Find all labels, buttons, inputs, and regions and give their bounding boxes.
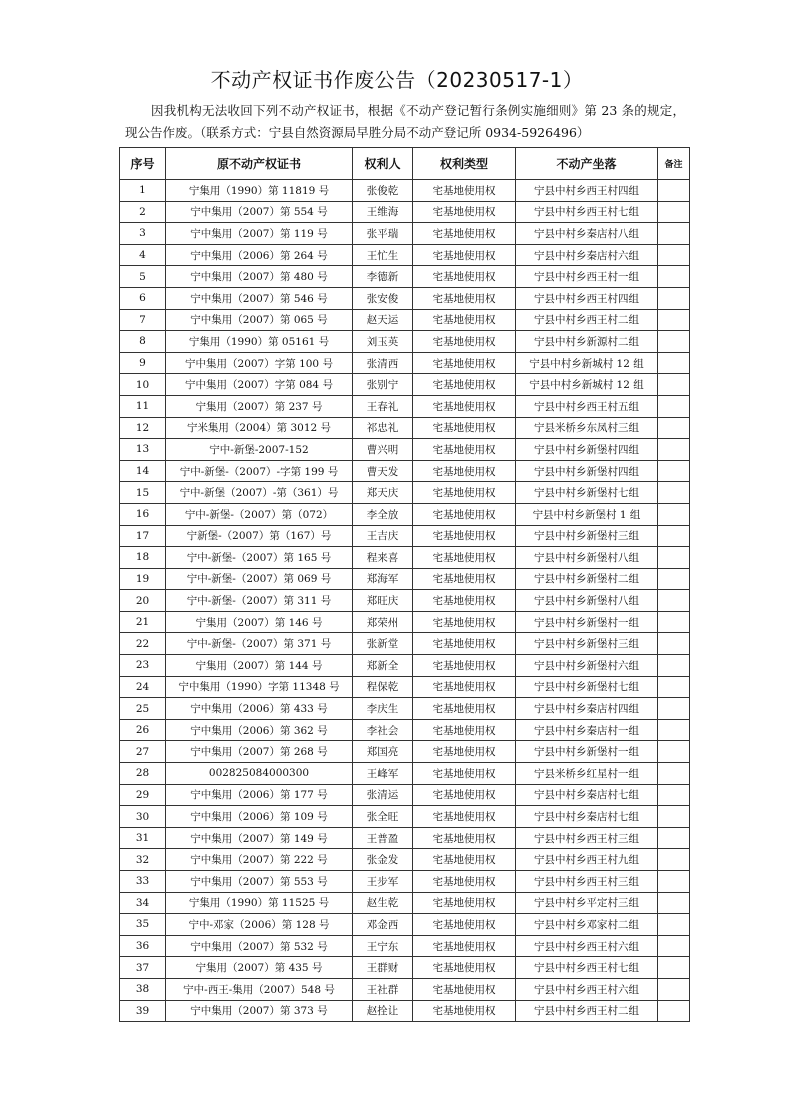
page-title: 不动产权证书作废公告（20230517-1） [210, 68, 584, 92]
cell-remarks [658, 784, 690, 806]
table-row [120, 914, 690, 936]
table-row [120, 482, 690, 504]
cell-owner: 张全旺 [353, 806, 413, 828]
cell-right-type: 宅基地使用权 [413, 611, 516, 633]
cell-certificate: 宁中-新堡-（2007）第 311 号 [166, 590, 353, 612]
table-row [120, 503, 690, 525]
cell-right-type: 宅基地使用权 [413, 590, 516, 612]
cell-certificate: 宁中集用（2006）第 264 号 [166, 244, 353, 266]
cell-location: 宁县中村乡新堡村七组 [516, 482, 658, 504]
cell-location: 宁县中村乡新堡村七组 [516, 676, 658, 698]
cell-right-type: 宅基地使用权 [413, 180, 516, 202]
cell-owner: 祁忠礼 [353, 417, 413, 439]
table-row [120, 957, 690, 979]
cell-owner: 王步军 [353, 871, 413, 893]
cell-remarks [658, 978, 690, 1000]
cell-right-type: 宅基地使用权 [413, 698, 516, 720]
table-row [120, 784, 690, 806]
cell-remarks [658, 244, 690, 266]
table-row [120, 417, 690, 439]
cell-owner: 张别宁 [353, 374, 413, 396]
cell-remarks [658, 698, 690, 720]
cell-right-type: 宅基地使用权 [413, 482, 516, 504]
cell-index: 3 [120, 223, 166, 245]
cell-certificate: 宁中集用（2007）第 480 号 [166, 266, 353, 288]
cell-index: 15 [120, 482, 166, 504]
table-row [120, 978, 690, 1000]
cell-index: 16 [120, 503, 166, 525]
header-certificate: 原不动产权证书 [166, 148, 353, 180]
cell-location: 宁县中村乡西王村六组 [516, 935, 658, 957]
cell-index: 14 [120, 460, 166, 482]
cell-location: 宁县中村乡西王村九组 [516, 849, 658, 871]
cell-index: 2 [120, 201, 166, 223]
cell-owner: 李全放 [353, 503, 413, 525]
cell-remarks [658, 352, 690, 374]
cell-owner: 张安俊 [353, 287, 413, 309]
cell-owner: 邓金西 [353, 914, 413, 936]
cell-index: 17 [120, 525, 166, 547]
cell-right-type: 宅基地使用权 [413, 244, 516, 266]
table-row [120, 374, 690, 396]
cell-right-type: 宅基地使用权 [413, 439, 516, 461]
cell-certificate: 宁中-新堡（2007）-第（361）号 [166, 482, 353, 504]
cell-index: 6 [120, 287, 166, 309]
cell-remarks [658, 676, 690, 698]
cell-remarks [658, 223, 690, 245]
cell-right-type: 宅基地使用权 [413, 309, 516, 331]
cell-remarks [658, 460, 690, 482]
cell-certificate: 宁中集用（2007）字第 100 号 [166, 352, 353, 374]
table-row [120, 806, 690, 828]
cell-location: 宁县中村乡新堡村四组 [516, 460, 658, 482]
cell-owner: 曹天发 [353, 460, 413, 482]
cell-index: 4 [120, 244, 166, 266]
cell-certificate: 宁中集用（2007）第 149 号 [166, 827, 353, 849]
cell-index: 23 [120, 655, 166, 677]
cell-remarks [658, 395, 690, 417]
cell-certificate: 宁中-新堡-2007-152 [166, 439, 353, 461]
header-location: 不动产坐落 [516, 148, 658, 180]
cell-index: 24 [120, 676, 166, 698]
cell-owner: 王普盈 [353, 827, 413, 849]
cell-right-type: 宅基地使用权 [413, 935, 516, 957]
cell-right-type: 宅基地使用权 [413, 568, 516, 590]
cell-location: 宁县中村乡西王村七组 [516, 201, 658, 223]
cell-right-type: 宅基地使用权 [413, 676, 516, 698]
cell-remarks [658, 482, 690, 504]
cell-index: 9 [120, 352, 166, 374]
cell-location: 宁县中村乡西王村四组 [516, 180, 658, 202]
cell-location: 宁县中村乡西王村四组 [516, 287, 658, 309]
table-row [120, 655, 690, 677]
cell-certificate: 宁中集用（2007）第 373 号 [166, 1000, 353, 1022]
cell-right-type: 宅基地使用权 [413, 266, 516, 288]
cell-location: 宁县中村乡秦店村一组 [516, 719, 658, 741]
cell-certificate: 宁集用（1990）第 11525 号 [166, 892, 353, 914]
cell-location: 宁县中村乡西王村三组 [516, 871, 658, 893]
cell-index: 7 [120, 309, 166, 331]
table-row [120, 611, 690, 633]
cell-owner: 郑荣州 [353, 611, 413, 633]
cell-certificate: 宁集用（1990）第 05161 号 [166, 331, 353, 353]
cell-right-type: 宅基地使用权 [413, 892, 516, 914]
cell-right-type: 宅基地使用权 [413, 287, 516, 309]
cell-certificate: 宁中集用（2007）第 268 号 [166, 741, 353, 763]
intro-paragraph: 因我机构无法收回下列不动产权证书，根据《不动产登记暂行条例实施细则》第 23 条的规定，现公告作废。（联系方式：宁县自然资源局早胜分局不动产登记所 0934-5926496） [125, 103, 685, 140]
cell-index: 20 [120, 590, 166, 612]
cell-location: 宁县中村乡西王村一组 [516, 266, 658, 288]
cell-remarks [658, 439, 690, 461]
cell-certificate: 宁中集用（2006）第 362 号 [166, 719, 353, 741]
cell-index: 34 [120, 892, 166, 914]
table-row [120, 266, 690, 288]
cell-location: 宁县中村乡新城村 12 组 [516, 352, 658, 374]
cell-owner: 郑旺庆 [353, 590, 413, 612]
cell-right-type: 宅基地使用权 [413, 374, 516, 396]
cell-location: 宁县中村乡西王村五组 [516, 395, 658, 417]
cell-owner: 王宁东 [353, 935, 413, 957]
cell-certificate: 宁中集用（2007）第 554 号 [166, 201, 353, 223]
cell-remarks [658, 547, 690, 569]
table-row [120, 568, 690, 590]
cell-certificate: 宁中-邓家（2006）第 128 号 [166, 914, 353, 936]
cell-certificate: 宁中集用（2007）第 553 号 [166, 871, 353, 893]
table-row [120, 871, 690, 893]
cell-index: 37 [120, 957, 166, 979]
cell-location: 宁县中村乡邓家村二组 [516, 914, 658, 936]
cell-certificate: 宁中集用（2006）第 177 号 [166, 784, 353, 806]
cell-right-type: 宅基地使用权 [413, 460, 516, 482]
cell-index: 29 [120, 784, 166, 806]
cell-right-type: 宅基地使用权 [413, 849, 516, 871]
table-row [120, 547, 690, 569]
table-row [120, 676, 690, 698]
cell-index: 39 [120, 1000, 166, 1022]
cell-location: 宁县中村乡新源村二组 [516, 331, 658, 353]
cell-location: 宁县中村乡新堡村一组 [516, 611, 658, 633]
cell-certificate: 宁集用（2007）第 435 号 [166, 957, 353, 979]
cell-index: 32 [120, 849, 166, 871]
cell-owner: 王吉庆 [353, 525, 413, 547]
cell-right-type: 宅基地使用权 [413, 763, 516, 785]
cell-certificate: 宁集用（1990）第 11819 号 [166, 180, 353, 202]
cell-owner: 张清运 [353, 784, 413, 806]
cell-remarks [658, 503, 690, 525]
cell-owner: 张新堂 [353, 633, 413, 655]
cell-index: 28 [120, 763, 166, 785]
cell-owner: 王群财 [353, 957, 413, 979]
cell-location: 宁县中村乡新城村 12 组 [516, 374, 658, 396]
cell-owner: 王忙生 [353, 244, 413, 266]
cell-index: 36 [120, 935, 166, 957]
cell-location: 宁县中村乡新堡村 1 组 [516, 503, 658, 525]
cell-remarks [658, 849, 690, 871]
cell-certificate: 宁新堡-（2007）第（167）号 [166, 525, 353, 547]
table-row [120, 741, 690, 763]
cell-certificate: 宁中集用（2007）字第 084 号 [166, 374, 353, 396]
cell-owner: 张平瑞 [353, 223, 413, 245]
table-row [120, 719, 690, 741]
cell-location: 宁县中村乡西王村二组 [516, 1000, 658, 1022]
cell-location: 宁县米桥乡红星村一组 [516, 763, 658, 785]
cell-index: 21 [120, 611, 166, 633]
cell-right-type: 宅基地使用权 [413, 352, 516, 374]
cell-remarks [658, 266, 690, 288]
cell-remarks [658, 568, 690, 590]
cell-right-type: 宅基地使用权 [413, 525, 516, 547]
cell-location: 宁县米桥乡东凤村三组 [516, 417, 658, 439]
cell-remarks [658, 827, 690, 849]
cell-remarks [658, 655, 690, 677]
table-row [120, 201, 690, 223]
cell-remarks [658, 417, 690, 439]
cell-index: 25 [120, 698, 166, 720]
cell-certificate: 宁中-新堡-（2007）-字第 199 号 [166, 460, 353, 482]
cell-right-type: 宅基地使用权 [413, 223, 516, 245]
cell-owner: 赵天运 [353, 309, 413, 331]
cell-location: 宁县中村乡西王村二组 [516, 309, 658, 331]
cell-certificate: 宁中集用（1990）字第 11348 号 [166, 676, 353, 698]
cell-index: 5 [120, 266, 166, 288]
cell-location: 宁县中村乡新堡村四组 [516, 439, 658, 461]
cell-owner: 王社群 [353, 978, 413, 1000]
cell-location: 宁县中村乡新堡村八组 [516, 590, 658, 612]
cell-owner: 程保乾 [353, 676, 413, 698]
cell-certificate: 宁中集用（2006）第 433 号 [166, 698, 353, 720]
cell-owner: 李社会 [353, 719, 413, 741]
cell-remarks [658, 741, 690, 763]
cell-remarks [658, 935, 690, 957]
cell-certificate: 宁集用（2007）第 144 号 [166, 655, 353, 677]
cell-index: 26 [120, 719, 166, 741]
table-row [120, 287, 690, 309]
cell-right-type: 宅基地使用权 [413, 417, 516, 439]
cell-right-type: 宅基地使用权 [413, 957, 516, 979]
cell-owner: 张金发 [353, 849, 413, 871]
cell-remarks [658, 374, 690, 396]
cell-certificate: 宁中集用（2007）第 532 号 [166, 935, 353, 957]
cell-certificate: 宁集用（2007）第 237 号 [166, 395, 353, 417]
cell-location: 宁县中村乡平定村三组 [516, 892, 658, 914]
cell-location: 宁县中村乡新堡村三组 [516, 525, 658, 547]
table-row [120, 892, 690, 914]
table-row [120, 1000, 690, 1022]
cell-owner: 曹兴明 [353, 439, 413, 461]
cell-index: 13 [120, 439, 166, 461]
cell-right-type: 宅基地使用权 [413, 827, 516, 849]
cell-remarks [658, 331, 690, 353]
cell-remarks [658, 611, 690, 633]
cell-remarks [658, 719, 690, 741]
cell-remarks [658, 1000, 690, 1022]
cell-index: 1 [120, 180, 166, 202]
table-row [120, 525, 690, 547]
cell-index: 22 [120, 633, 166, 655]
cell-location: 宁县中村乡西王村六组 [516, 978, 658, 1000]
cell-remarks [658, 590, 690, 612]
cell-index: 12 [120, 417, 166, 439]
cell-right-type: 宅基地使用权 [413, 655, 516, 677]
cell-index: 38 [120, 978, 166, 1000]
table-row [120, 590, 690, 612]
cell-certificate: 宁中集用（2007）第 546 号 [166, 287, 353, 309]
cell-index: 19 [120, 568, 166, 590]
cell-owner: 赵拴让 [353, 1000, 413, 1022]
cell-location: 宁县中村乡西王村七组 [516, 957, 658, 979]
cell-index: 8 [120, 331, 166, 353]
cell-certificate: 宁中-西王-集用（2007）548 号 [166, 978, 353, 1000]
table-row [120, 439, 690, 461]
cell-remarks [658, 763, 690, 785]
cell-location: 宁县中村乡新堡村三组 [516, 633, 658, 655]
table-row [120, 180, 690, 202]
cell-index: 35 [120, 914, 166, 936]
table-row [120, 244, 690, 266]
table-row [120, 633, 690, 655]
cell-index: 33 [120, 871, 166, 893]
cell-certificate: 002825084000300 [166, 763, 353, 785]
cell-right-type: 宅基地使用权 [413, 806, 516, 828]
cell-certificate: 宁米集用（2004）第 3012 号 [166, 417, 353, 439]
cell-right-type: 宅基地使用权 [413, 395, 516, 417]
cell-right-type: 宅基地使用权 [413, 547, 516, 569]
table-row [120, 331, 690, 353]
cell-right-type: 宅基地使用权 [413, 719, 516, 741]
cell-right-type: 宅基地使用权 [413, 741, 516, 763]
table-row [120, 849, 690, 871]
table-row [120, 763, 690, 785]
cell-certificate: 宁中-新堡-（2007）第 371 号 [166, 633, 353, 655]
header-index: 序号 [120, 148, 166, 180]
cell-certificate: 宁中集用（2006）第 109 号 [166, 806, 353, 828]
cell-right-type: 宅基地使用权 [413, 914, 516, 936]
cell-owner: 程来喜 [353, 547, 413, 569]
cell-certificate: 宁集用（2007）第 146 号 [166, 611, 353, 633]
cell-certificate: 宁中-新堡-（2007）第（072） [166, 503, 353, 525]
cell-remarks [658, 871, 690, 893]
cell-owner: 李德新 [353, 266, 413, 288]
cell-owner: 郑天庆 [353, 482, 413, 504]
cell-owner: 张俊乾 [353, 180, 413, 202]
cell-remarks [658, 525, 690, 547]
cell-location: 宁县中村乡秦店村六组 [516, 244, 658, 266]
cell-index: 31 [120, 827, 166, 849]
cell-remarks [658, 201, 690, 223]
cell-location: 宁县中村乡秦店村七组 [516, 806, 658, 828]
table-header-row [120, 148, 690, 180]
cell-owner: 张清西 [353, 352, 413, 374]
table-body [120, 180, 690, 1022]
cell-right-type: 宅基地使用权 [413, 331, 516, 353]
cell-right-type: 宅基地使用权 [413, 201, 516, 223]
cell-right-type: 宅基地使用权 [413, 1000, 516, 1022]
cell-remarks [658, 914, 690, 936]
cell-owner: 王春礼 [353, 395, 413, 417]
header-owner: 权利人 [353, 148, 413, 180]
cell-index: 30 [120, 806, 166, 828]
cell-owner: 刘玉英 [353, 331, 413, 353]
cell-certificate: 宁中集用（2007）第 119 号 [166, 223, 353, 245]
table-row [120, 352, 690, 374]
cell-remarks [658, 309, 690, 331]
cell-right-type: 宅基地使用权 [413, 871, 516, 893]
cell-owner: 王维海 [353, 201, 413, 223]
cell-certificate: 宁中集用（2007）第 065 号 [166, 309, 353, 331]
cell-right-type: 宅基地使用权 [413, 503, 516, 525]
cell-owner: 郑新全 [353, 655, 413, 677]
cell-index: 27 [120, 741, 166, 763]
cell-remarks [658, 287, 690, 309]
table-row [120, 935, 690, 957]
table-row [120, 223, 690, 245]
cell-location: 宁县中村乡西王村三组 [516, 827, 658, 849]
cell-location: 宁县中村乡新堡村六组 [516, 655, 658, 677]
cell-index: 18 [120, 547, 166, 569]
table-row [120, 698, 690, 720]
cell-location: 宁县中村乡新堡村一组 [516, 741, 658, 763]
cell-right-type: 宅基地使用权 [413, 978, 516, 1000]
header-right-type: 权利类型 [413, 148, 516, 180]
cell-owner: 郑海军 [353, 568, 413, 590]
cell-location: 宁县中村乡秦店村七组 [516, 784, 658, 806]
cell-owner: 赵生乾 [353, 892, 413, 914]
cell-right-type: 宅基地使用权 [413, 633, 516, 655]
table-row [120, 309, 690, 331]
cell-owner: 郑国亮 [353, 741, 413, 763]
cell-certificate: 宁中-新堡-（2007）第 069 号 [166, 568, 353, 590]
cell-remarks [658, 633, 690, 655]
cell-owner: 王峰军 [353, 763, 413, 785]
cell-remarks [658, 892, 690, 914]
cell-location: 宁县中村乡新堡村八组 [516, 547, 658, 569]
cell-remarks [658, 180, 690, 202]
cell-remarks [658, 957, 690, 979]
cell-location: 宁县中村乡秦店村四组 [516, 698, 658, 720]
table-row [120, 827, 690, 849]
table-row [120, 460, 690, 482]
cell-index: 11 [120, 395, 166, 417]
cell-right-type: 宅基地使用权 [413, 784, 516, 806]
cell-certificate: 宁中集用（2007）第 222 号 [166, 849, 353, 871]
cell-location: 宁县中村乡秦店村八组 [516, 223, 658, 245]
cell-location: 宁县中村乡新堡村二组 [516, 568, 658, 590]
cell-certificate: 宁中-新堡-（2007）第 165 号 [166, 547, 353, 569]
table-row [120, 395, 690, 417]
header-remarks: 备注 [658, 148, 690, 180]
cell-owner: 李庆生 [353, 698, 413, 720]
cell-index: 10 [120, 374, 166, 396]
certificate-table [119, 147, 690, 1022]
cell-remarks [658, 806, 690, 828]
